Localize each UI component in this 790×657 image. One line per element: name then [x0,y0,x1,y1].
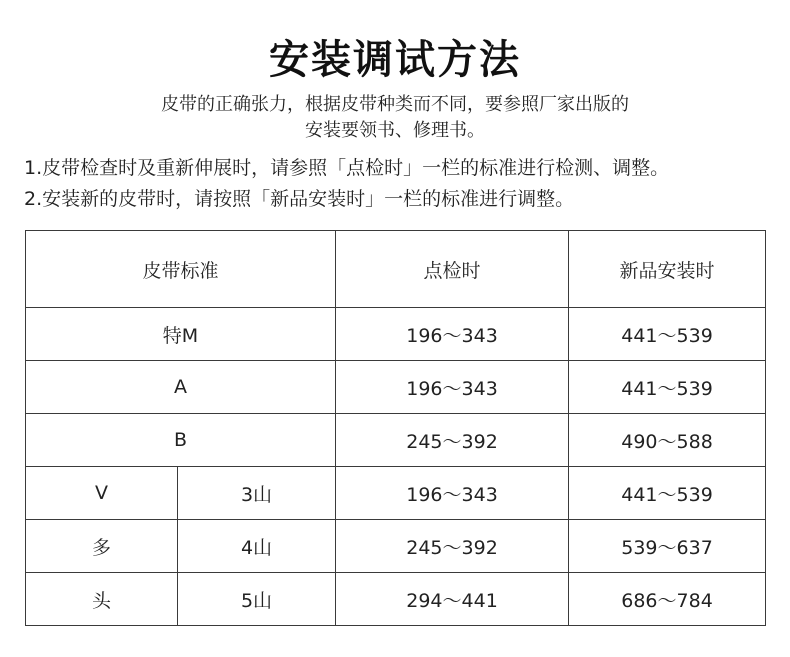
table-row [26,414,766,467]
new-install-value-cell: 441～539 [569,308,766,361]
ridge-count-cell: 5山 [178,573,336,626]
inspection-value-cell: 245～392 [336,414,569,467]
belt-type-cell: 头 [26,573,178,626]
belt-type-cell: 多 [26,520,178,573]
subtitle [0,92,790,144]
belt-tension-table [25,230,766,626]
inspection-value-cell: 245～392 [336,520,569,573]
inspection-value-cell: 196～343 [336,361,569,414]
table-header-row [26,231,766,308]
table-row [26,573,766,626]
instruction-note-1: 1.皮带检查时及重新伸展时，请参照「点检时」一栏的标准进行检测、调整。 [24,157,670,179]
ridge-count-cell: 4山 [178,520,336,573]
belt-type-cell: B [26,414,336,467]
belt-type-cell: A [26,361,336,414]
instruction-note-2: 2.安装新的皮带时，请按照「新品安装时」一栏的标准进行调整。 [24,188,575,210]
new-install-value-cell: 441～539 [569,361,766,414]
belt-type-cell: V [26,467,178,520]
inspection-value-cell: 196～343 [336,308,569,361]
inspection-value-cell: 196～343 [336,467,569,520]
table-row [26,361,766,414]
header-new-install: 新品安装时 [569,231,766,308]
new-install-value-cell: 539～637 [569,520,766,573]
inspection-value-cell: 294～441 [336,573,569,626]
header-inspection: 点检时 [336,231,569,308]
page-title: 安装调试方法 [269,37,521,83]
new-install-value-cell: 490～588 [569,414,766,467]
new-install-value-cell: 686～784 [569,573,766,626]
new-install-value-cell: 441～539 [569,467,766,520]
subtitle-line: 安装要领书、修理书。 [305,120,485,141]
ridge-count-cell: 3山 [178,467,336,520]
table-row [26,308,766,361]
belt-type-cell: 特M [26,308,336,361]
subtitle-line: 皮带的正确张力，根据皮带种类而不同，要参照厂家出版的 [161,94,629,115]
header-belt-standard: 皮带标准 [26,231,336,308]
table-row [26,520,766,573]
table-row [26,467,766,520]
